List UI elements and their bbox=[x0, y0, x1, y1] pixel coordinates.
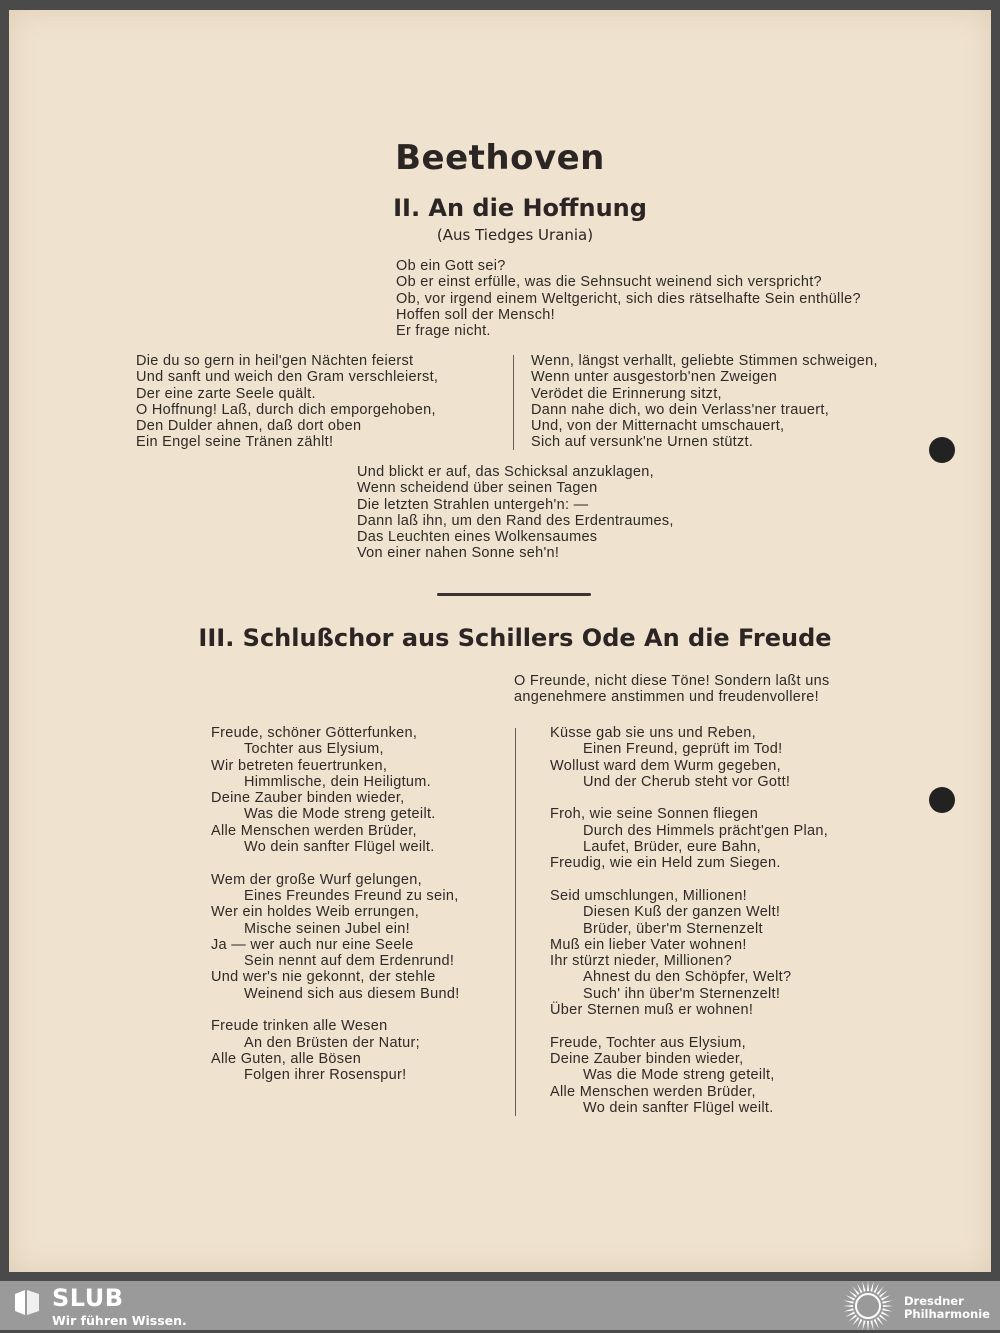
verse-line: Und der Cherub steht vor Gott! bbox=[583, 773, 791, 790]
verse-line: Ihr stürzt nieder, Millionen? bbox=[550, 953, 732, 970]
verse-line: Folgen ihrer Rosenspur! bbox=[244, 1067, 407, 1084]
verse-line: Durch des Himmels prächt'gen Plan, bbox=[583, 822, 829, 839]
verse-line: Wer ein holdes Weib errungen, bbox=[211, 904, 420, 921]
verse-line: Einen Freund, geprüft im Tod! bbox=[583, 741, 783, 758]
verse-line: Ein Engel seine Tränen zählt! bbox=[136, 434, 334, 451]
verse-line: Und blickt er auf, das Schicksal anzuklagen, bbox=[357, 464, 654, 480]
verse-line: Wir betreten feuertrunken, bbox=[211, 757, 388, 774]
punch-hole bbox=[929, 787, 955, 813]
verse-line: Dann laß ihn, um den Rand des Erdentraumes, bbox=[357, 512, 674, 529]
verse-line: Alle Menschen werden Brüder, bbox=[550, 1083, 756, 1100]
hoffnung-left-column bbox=[136, 353, 438, 451]
verse-line: Hoffen soll der Mensch! bbox=[396, 306, 555, 323]
verse-line: Wem der große Wurf gelungen, bbox=[211, 871, 422, 888]
verse-line: Das Leuchten eines Wolkensaumes bbox=[357, 529, 598, 546]
stanza-gap bbox=[550, 872, 828, 888]
verse-line: O Freunde, nicht diese Töne! Sondern laßt uns bbox=[514, 673, 830, 689]
verse-line: Brüder, über'm Sternenzelt bbox=[583, 920, 763, 937]
verse-line: Seid umschlungen, Millionen! bbox=[550, 887, 748, 904]
verse-line: An den Brüsten der Natur; bbox=[244, 1034, 420, 1051]
verse-line: Und sanft und weich den Gram verschleierst, bbox=[136, 369, 439, 386]
footer-bar bbox=[0, 1281, 1000, 1330]
verse-line: Wenn scheidend über seinen Tagen bbox=[357, 480, 598, 497]
column-divider bbox=[515, 728, 516, 1116]
section-2-title: II. An die Hoffnung bbox=[393, 194, 647, 222]
verse-line: Freude, schöner Götterfunken, bbox=[211, 725, 418, 741]
punch-hole bbox=[929, 437, 955, 463]
verse-line: Ahnest du den Schöpfer, Welt? bbox=[583, 969, 792, 986]
verse-line: Wenn unter ausgestorb'nen Zweigen bbox=[531, 369, 778, 386]
verse-line: Sein nennt auf dem Erdenrund! bbox=[244, 953, 455, 970]
verse-line: Freude trinken alle Wesen bbox=[211, 1018, 388, 1035]
freude-left-column bbox=[211, 725, 460, 1084]
partner-name-line1: Dresdner bbox=[904, 1294, 964, 1308]
hoffnung-closing bbox=[357, 464, 674, 562]
column-divider bbox=[513, 355, 514, 450]
partner-name bbox=[904, 1295, 990, 1321]
section-3-title: III. Schlußchor aus Schillers Ode An die Freude bbox=[198, 624, 832, 652]
verse-line: Über Sternen muß er wohnen! bbox=[550, 1002, 754, 1019]
slub-tagline: Wir führen Wissen. bbox=[52, 1313, 187, 1328]
hoffnung-intro bbox=[396, 258, 861, 339]
verse-line: Verödet die Erinnerung sitzt, bbox=[531, 385, 722, 402]
verse-line: Ja — wer auch nur eine Seele bbox=[211, 936, 414, 953]
verse-line: Alle Menschen werden Brüder, bbox=[211, 822, 417, 839]
verse-line: Diesen Kuß der ganzen Welt! bbox=[583, 904, 781, 921]
verse-line: Er frage nicht. bbox=[396, 323, 491, 340]
verse-line: Dann nahe dich, wo dein Verlass'ner trauert, bbox=[531, 401, 830, 418]
verse-line: Eines Freundes Freund zu sein, bbox=[244, 887, 459, 904]
verse-line: Freudig, wie ein Held zum Siegen. bbox=[550, 855, 781, 872]
section-divider bbox=[437, 593, 591, 596]
verse-line: Und, von der Mitternacht umschauert, bbox=[531, 418, 785, 435]
verse-line: Die du so gern in heil'gen Nächten feierst bbox=[136, 353, 414, 369]
verse-line: Deine Zauber binden wieder, bbox=[211, 790, 405, 807]
verse-line: Ob ein Gott sei? bbox=[396, 258, 506, 274]
freude-right-column bbox=[550, 725, 828, 1116]
verse-line: Such' ihn über'm Sternenzelt! bbox=[583, 985, 781, 1002]
verse-line: Laufet, Brüder, eure Bahn, bbox=[583, 839, 761, 856]
partner-name-line2: Philharmonie bbox=[904, 1307, 990, 1321]
verse-line: Von einer nahen Sonne seh'n! bbox=[357, 545, 560, 562]
section-2-subtitle: (Aus Tiedges Urania) bbox=[436, 226, 594, 244]
stanza-gap bbox=[550, 1018, 828, 1034]
verse-line: Und wer's nie gekonnt, der stehle bbox=[211, 969, 436, 986]
dresdner-philharmonie-logo-icon bbox=[841, 1279, 895, 1333]
verse-line: Froh, wie seine Sonnen fliegen bbox=[550, 806, 759, 823]
stanza-gap bbox=[211, 1002, 460, 1018]
stanza-gap bbox=[211, 855, 460, 871]
verse-line: Weinend sich aus diesem Bund! bbox=[244, 985, 460, 1002]
verse-line: O Hoffnung! Laß, durch dich emporgehoben, bbox=[136, 401, 436, 418]
verse-line: Die letzten Strahlen untergeh'n: — bbox=[357, 496, 589, 513]
verse-line: Ob, vor irgend einem Weltgericht, sich dies rätselhafte Sein enthülle? bbox=[396, 290, 861, 307]
verse-line: Muß ein lieber Vater wohnen! bbox=[550, 936, 747, 953]
verse-line: Wo dein sanfter Flügel weilt. bbox=[244, 839, 435, 856]
verse-line: Ob er einst erfülle, was die Sehnsucht weinend sich verspricht? bbox=[396, 274, 822, 291]
verse-line: Küsse gab sie uns und Reben, bbox=[550, 725, 756, 741]
verse-line: Wollust ward dem Wurm gegeben, bbox=[550, 757, 781, 774]
slub-name: SLUB bbox=[52, 1284, 124, 1312]
verse-line: Himmlische, dein Heiligtum. bbox=[244, 773, 431, 790]
stanza-gap bbox=[550, 790, 828, 806]
verse-line: Den Dulder ahnen, daß dort oben bbox=[136, 418, 362, 435]
verse-line: Alle Guten, alle Bösen bbox=[211, 1050, 362, 1067]
verse-line: angenehmere anstimmen und freudenvollere! bbox=[514, 689, 819, 706]
verse-line: Freude, Tochter aus Elysium, bbox=[550, 1034, 746, 1051]
verse-line: Was die Mode streng geteilt, bbox=[583, 1067, 775, 1084]
verse-line: Sich auf versunk'ne Urnen stützt. bbox=[531, 434, 754, 451]
verse-line: Was die Mode streng geteilt. bbox=[244, 806, 436, 823]
verse-line: Wenn, längst verhallt, geliebte Stimmen schweigen, bbox=[531, 353, 878, 369]
freude-intro bbox=[514, 673, 830, 706]
composer-title: Beethoven bbox=[395, 138, 605, 178]
slub-logo-icon bbox=[12, 1288, 42, 1318]
verse-line: Wo dein sanfter Flügel weilt. bbox=[583, 1099, 774, 1116]
verse-line: Der eine zarte Seele quält. bbox=[136, 385, 316, 402]
verse-line: Tochter aus Elysium, bbox=[244, 741, 384, 758]
hoffnung-right-column bbox=[531, 353, 878, 451]
verse-line: Deine Zauber binden wieder, bbox=[550, 1050, 744, 1067]
verse-line: Mische seinen Jubel ein! bbox=[244, 920, 410, 937]
